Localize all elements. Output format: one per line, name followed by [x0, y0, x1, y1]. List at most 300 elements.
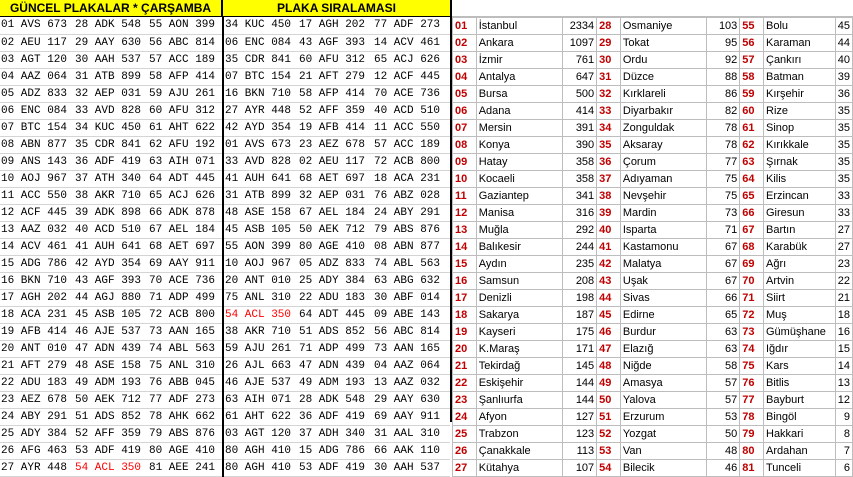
plate-code-cell: 67 AEL 184 [148, 221, 223, 238]
rank-number: 78 [740, 409, 764, 426]
plate-code-cell: 44 AGJ 880 [74, 289, 148, 306]
plate-code-cell: 72 ACB 800 [373, 153, 450, 170]
plate-code-cell: 11 ACC 550 [373, 119, 450, 136]
city-name: Kırıkkale [764, 137, 836, 154]
plate-code-cell: 01 AVS 673 [223, 136, 298, 153]
plate-code-cell: 64 ADT 445 [298, 306, 373, 323]
city-name: Antalya [476, 69, 563, 86]
city-name: Edirne [620, 307, 706, 324]
plate-code-cell: 40 ACD 510 [373, 102, 450, 119]
city-name: Gaziantep [476, 188, 563, 205]
plate-count: 66 [706, 290, 740, 307]
table-row [453, 188, 853, 205]
rank-number: 51 [597, 409, 621, 426]
plate-code-cell: 77 ADF 273 [148, 391, 223, 408]
plate-code-cell: 41 AUH 641 [223, 170, 298, 187]
plate-count: 88 [706, 69, 740, 86]
rank-number: 36 [597, 154, 621, 171]
plate-code-cell: 33 AVD 828 [223, 153, 298, 170]
plate-count: 15 [835, 341, 852, 358]
plate-count: 1097 [563, 35, 597, 52]
plate-count: 63 [706, 324, 740, 341]
plate-code-cell: 54 ACL 350 [223, 306, 298, 323]
rank-number: 55 [740, 18, 764, 35]
city-name: Kastamonu [620, 239, 706, 256]
plate-code-cell: 31 ATB 899 [74, 68, 148, 85]
city-name: Bitlis [764, 375, 836, 392]
plate-code-cell: 03 AGT 120 [223, 425, 298, 442]
plate-code-cell: 36 ADF 419 [74, 153, 148, 170]
city-name: Ardahan [764, 443, 836, 460]
rank-number: 07 [453, 120, 477, 137]
city-name: Sakarya [476, 307, 563, 324]
plate-code-cell: 31 AAL 310 [373, 425, 450, 442]
plate-count: 22 [835, 273, 852, 290]
plate-count: 171 [563, 341, 597, 358]
table-row [453, 341, 853, 358]
plate-code-cell: 32 AEP 031 [74, 85, 148, 102]
city-name: Mersin [476, 120, 563, 137]
rank-number: 24 [453, 409, 477, 426]
city-name: Manisa [476, 205, 563, 222]
city-name: Sivas [620, 290, 706, 307]
table-row [453, 120, 853, 137]
city-name: Ankara [476, 35, 563, 52]
rank-number: 31 [597, 69, 621, 86]
plate-code-cell: 10 AOJ 967 [223, 255, 298, 272]
rank-number: 32 [597, 86, 621, 103]
plate-code-cell: 59 AJU 261 [148, 85, 223, 102]
plate-code-cell: 64 ADT 445 [148, 170, 223, 187]
table-row [453, 443, 853, 460]
city-name: Çorum [620, 154, 706, 171]
city-name: Samsun [476, 273, 563, 290]
plate-code-cell: 21 AFT 279 [298, 68, 373, 85]
table-row [0, 102, 450, 119]
rank-number: 14 [453, 239, 477, 256]
plate-count: 50 [706, 426, 740, 443]
table-row [0, 153, 450, 170]
plate-code-cell: 07 BTC 154 [223, 68, 298, 85]
plate-code-cell: 02 AEU 117 [0, 34, 74, 51]
plate-count: 113 [563, 443, 597, 460]
plate-code-cell: 43 AGF 393 [74, 272, 148, 289]
plate-code-cell: 02 AEU 117 [298, 153, 373, 170]
plate-code-cell: 09 ANS 143 [0, 153, 74, 170]
plate-code-cell: 72 ACB 800 [148, 306, 223, 323]
plate-count: 63 [706, 341, 740, 358]
plate-count: 71 [706, 222, 740, 239]
city-name: Ordu [620, 52, 706, 69]
plate-code-cell: 49 ADM 193 [74, 374, 148, 391]
plate-code-cell: 55 AON 399 [223, 238, 298, 255]
plate-count: 187 [563, 307, 597, 324]
plate-code-cell: 28 ADK 548 [74, 17, 148, 34]
rank-number: 62 [740, 137, 764, 154]
plate-code-cell: 76 ABZ 028 [373, 187, 450, 204]
plate-code-cell: 61 AHT 622 [223, 408, 298, 425]
plate-code-cell: 05 ADZ 833 [0, 85, 74, 102]
plate-count: 21 [835, 290, 852, 307]
rank-number: 23 [453, 392, 477, 409]
city-name: Giresun [764, 205, 836, 222]
rank-number: 19 [453, 324, 477, 341]
plate-code-cell: 08 ABN 877 [0, 136, 74, 153]
city-name: Adana [476, 103, 563, 120]
plate-code-cell: 12 ACF 445 [0, 204, 74, 221]
rank-number: 15 [453, 256, 477, 273]
plate-count: 39 [835, 69, 852, 86]
city-name: Balıkesir [476, 239, 563, 256]
plate-code-cell: 03 AGT 120 [0, 51, 74, 68]
table-row [0, 374, 450, 391]
city-name: Kırklareli [620, 86, 706, 103]
plate-code-cell: 69 AAY 911 [373, 408, 450, 425]
table-row [453, 103, 853, 120]
plate-count: 35 [835, 137, 852, 154]
plate-count: 7 [835, 443, 852, 460]
plate-code-cell: 78 AHK 662 [148, 408, 223, 425]
city-name: Malatya [620, 256, 706, 273]
plate-code-cell: 50 AEK 712 [74, 391, 148, 408]
plate-code-cell: 37 ADH 340 [298, 425, 373, 442]
plate-code-cell: 51 ADS 852 [74, 408, 148, 425]
plate-code-cell: 45 ASB 105 [74, 306, 148, 323]
city-name: Bolu [764, 18, 836, 35]
plate-count: 6 [835, 460, 852, 477]
plate-code-cell: 20 ANT 010 [223, 272, 298, 289]
plate-code-cell: 36 ADF 419 [298, 408, 373, 425]
city-name: Karaman [764, 35, 836, 52]
rank-number: 81 [740, 460, 764, 477]
plate-code-cell: 74 ABL 563 [148, 340, 223, 357]
rank-number: 12 [453, 205, 477, 222]
city-name: Kütahya [476, 460, 563, 477]
plate-count: 65 [706, 307, 740, 324]
city-name: Kocaeli [476, 171, 563, 188]
plate-count: 358 [563, 154, 597, 171]
table-row [0, 204, 450, 221]
city-name: Karabük [764, 239, 836, 256]
plate-count: 144 [563, 375, 597, 392]
city-name: Bilecik [620, 460, 706, 477]
rank-number: 75 [740, 358, 764, 375]
rank-number: 22 [453, 375, 477, 392]
plate-count: 292 [563, 222, 597, 239]
city-name: Tokat [620, 35, 706, 52]
table-row [453, 205, 853, 222]
table-row [453, 137, 853, 154]
city-ranking-table [452, 17, 853, 477]
plate-count: 35 [835, 154, 852, 171]
city-name: Kayseri [476, 324, 563, 341]
city-name: Yalova [620, 392, 706, 409]
city-name: Niğde [620, 358, 706, 375]
city-name: Zonguldak [620, 120, 706, 137]
plate-code-cell: 68 AET 697 [298, 170, 373, 187]
plate-code-cell: 56 ABC 814 [148, 34, 223, 51]
plate-count: 127 [563, 409, 597, 426]
city-name: Sinop [764, 120, 836, 137]
plate-code-cell: 63 AIH 071 [223, 391, 298, 408]
rank-number: 03 [453, 52, 477, 69]
plate-count: 48 [706, 443, 740, 460]
plate-code-cell: 60 AFU 312 [298, 51, 373, 68]
table-row [453, 460, 853, 477]
plate-code-cell: 08 ABN 877 [373, 238, 450, 255]
plate-code-cell: 06 ENC 084 [0, 102, 74, 119]
plate-count: 35 [835, 103, 852, 120]
plate-code-cell: 41 AUH 641 [74, 238, 148, 255]
city-name: Muş [764, 307, 836, 324]
rank-number: 56 [740, 35, 764, 52]
plate-code-cell: 47 ADN 439 [298, 357, 373, 374]
plate-code-cell: 65 ACJ 626 [373, 51, 450, 68]
plate-code-cell: 79 ABS 876 [373, 221, 450, 238]
plate-code-cell: 66 AAK 110 [373, 442, 450, 459]
plate-code-cell: 31 ATB 899 [223, 187, 298, 204]
plate-count: 73 [706, 205, 740, 222]
city-name: Siirt [764, 290, 836, 307]
plate-codes-table [0, 17, 450, 477]
plate-code-cell: 17 AGH 202 [0, 289, 74, 306]
city-name: Çankırı [764, 52, 836, 69]
plate-code-cell: 81 AEE 241 [148, 459, 223, 476]
plate-code-cell: 29 AAY 630 [74, 34, 148, 51]
plate-code-cell: 28 ADK 548 [298, 391, 373, 408]
city-name: Afyon [476, 409, 563, 426]
plate-code-cell: 68 AET 697 [148, 238, 223, 255]
rank-number: 60 [740, 103, 764, 120]
plate-code-cell: 71 ADP 499 [148, 289, 223, 306]
plate-count: 35 [835, 171, 852, 188]
city-name: Muğla [476, 222, 563, 239]
plate-count: 67 [706, 239, 740, 256]
rank-number: 73 [740, 324, 764, 341]
city-name: K.Maraş [476, 341, 563, 358]
plate-code-cell: 46 AJE 537 [223, 374, 298, 391]
city-name: Denizli [476, 290, 563, 307]
table-row [0, 408, 450, 425]
city-name: Rize [764, 103, 836, 120]
table-row [0, 170, 450, 187]
rank-number: 16 [453, 273, 477, 290]
plate-code-cell: 33 AVD 828 [74, 102, 148, 119]
rank-number: 72 [740, 307, 764, 324]
rank-number: 52 [597, 426, 621, 443]
plate-count: 53 [706, 409, 740, 426]
plate-count: 8 [835, 426, 852, 443]
plate-count: 57 [706, 375, 740, 392]
city-name: Şırnak [764, 154, 836, 171]
rank-number: 02 [453, 35, 477, 52]
rank-number: 70 [740, 273, 764, 290]
plate-count: 78 [706, 120, 740, 137]
plate-code-cell: 67 AEL 184 [298, 204, 373, 221]
rank-number: 29 [597, 35, 621, 52]
current-plates-header: GÜNCEL PLAKALAR * ÇARŞAMBA [0, 0, 223, 17]
rank-number: 17 [453, 290, 477, 307]
plate-count: 77 [706, 154, 740, 171]
city-name: Aksaray [620, 137, 706, 154]
plate-code-cell: 14 ACV 461 [0, 238, 74, 255]
rank-number: 37 [597, 171, 621, 188]
table-row [453, 392, 853, 409]
rank-number: 61 [740, 120, 764, 137]
plate-code-cell: 52 AFF 359 [74, 425, 148, 442]
plate-code-cell: 61 AHT 622 [148, 119, 223, 136]
plate-count: 414 [563, 103, 597, 120]
rank-number: 68 [740, 239, 764, 256]
plate-count: 123 [563, 426, 597, 443]
table-row [453, 18, 853, 35]
plate-code-cell: 06 ENC 084 [223, 34, 298, 51]
rank-number: 27 [453, 460, 477, 477]
plate-code-cell: 16 BKN 710 [223, 85, 298, 102]
plate-code-cell: 80 AGH 410 [223, 442, 298, 459]
rank-number: 79 [740, 426, 764, 443]
rank-number: 54 [597, 460, 621, 477]
city-name: Bartın [764, 222, 836, 239]
city-name: Tunceli [764, 460, 836, 477]
plate-code-cell: 13 AAZ 032 [373, 374, 450, 391]
rank-number: 46 [597, 324, 621, 341]
city-name: Osmaniye [620, 18, 706, 35]
city-name: Düzce [620, 69, 706, 86]
plate-code-cell: 35 CDR 841 [223, 51, 298, 68]
plate-count: 391 [563, 120, 597, 137]
city-name: Van [620, 443, 706, 460]
plate-code-cell: 14 ACV 461 [373, 34, 450, 51]
rank-number: 21 [453, 358, 477, 375]
table-row [0, 34, 450, 51]
plate-count: 27 [835, 222, 852, 239]
plate-count: 46 [706, 460, 740, 477]
plate-code-cell: 29 AAY 630 [373, 391, 450, 408]
rank-number: 53 [597, 443, 621, 460]
plate-count: 390 [563, 137, 597, 154]
plate-count: 67 [706, 256, 740, 273]
table-row [453, 239, 853, 256]
plate-code-cell: 24 ABY 291 [0, 408, 74, 425]
plate-count: 33 [835, 188, 852, 205]
rank-number: 76 [740, 375, 764, 392]
rank-number: 18 [453, 307, 477, 324]
plate-code-cell: 47 ADN 439 [74, 340, 148, 357]
plate-count: 341 [563, 188, 597, 205]
plate-count: 23 [835, 256, 852, 273]
table-row [0, 289, 450, 306]
city-name: Iğdır [764, 341, 836, 358]
plate-count: 175 [563, 324, 597, 341]
city-name: Diyarbakır [620, 103, 706, 120]
plate-code-cell: 57 ACC 189 [373, 136, 450, 153]
city-name: Aydın [476, 256, 563, 273]
table-row [0, 459, 450, 476]
city-name: Uşak [620, 273, 706, 290]
plate-code-cell: 30 AAH 537 [373, 459, 450, 476]
plate-code-cell: 57 ACC 189 [148, 51, 223, 68]
rank-number: 39 [597, 205, 621, 222]
rank-number: 10 [453, 171, 477, 188]
city-name: Çanakkale [476, 443, 563, 460]
plate-code-cell: 13 AAZ 032 [0, 221, 74, 238]
plate-code-cell: 80 AGH 410 [223, 459, 298, 476]
plate-count: 40 [835, 52, 852, 69]
rank-number: 41 [597, 239, 621, 256]
plate-code-cell: 58 AFP 414 [298, 85, 373, 102]
plate-code-cell: 45 ASB 105 [223, 221, 298, 238]
plate-count: 14 [835, 358, 852, 375]
plate-code-cell: 56 ABC 814 [373, 323, 450, 340]
table-row [0, 255, 450, 272]
plate-code-cell: 59 AJU 261 [223, 340, 298, 357]
plate-code-cell: 48 ASE 158 [74, 357, 148, 374]
city-name: Isparta [620, 222, 706, 239]
city-name: İzmir [476, 52, 563, 69]
plate-code-cell: 12 ACF 445 [373, 68, 450, 85]
rank-number: 80 [740, 443, 764, 460]
plate-code-cell: 17 AGH 202 [298, 17, 373, 34]
rank-number: 33 [597, 103, 621, 120]
plate-code-cell: 11 ACC 550 [0, 187, 74, 204]
rank-number: 08 [453, 137, 477, 154]
plate-code-cell: 30 ABF 014 [373, 289, 450, 306]
city-ranking-panel [452, 0, 853, 474]
rank-number: 01 [453, 18, 477, 35]
plate-code-cell: 26 AJL 663 [223, 357, 298, 374]
plate-count: 18 [835, 307, 852, 324]
table-row [0, 17, 450, 34]
plate-count: 92 [706, 52, 740, 69]
plate-code-cell: 04 AAZ 064 [0, 68, 74, 85]
plate-count: 75 [706, 188, 740, 205]
plate-count: 44 [835, 35, 852, 52]
city-name: Mardin [620, 205, 706, 222]
plate-code-cell: 19 AFB 414 [298, 119, 373, 136]
plate-count: 145 [563, 358, 597, 375]
rank-number: 57 [740, 52, 764, 69]
plate-code-cell: 20 ANT 010 [0, 340, 74, 357]
city-name: Bursa [476, 86, 563, 103]
table-row [0, 323, 450, 340]
rank-number: 25 [453, 426, 477, 443]
plate-code-cell: 01 AVS 673 [0, 17, 74, 34]
city-name: Yozgat [620, 426, 706, 443]
plate-count: 27 [835, 239, 852, 256]
rank-number: 66 [740, 205, 764, 222]
plate-code-cell: 25 ADY 384 [298, 272, 373, 289]
plate-ranking-header: PLAKA SIRALAMASI [223, 0, 450, 17]
city-name: Artvin [764, 273, 836, 290]
plate-code-cell: 49 ADM 193 [298, 374, 373, 391]
city-name: Bingöl [764, 409, 836, 426]
rank-number: 45 [597, 307, 621, 324]
table-row [0, 51, 450, 68]
table-row [453, 358, 853, 375]
rank-number: 30 [597, 52, 621, 69]
city-name: Kırşehir [764, 86, 836, 103]
plate-code-cell: 42 AYD 354 [223, 119, 298, 136]
plate-code-cell: 79 ABS 876 [148, 425, 223, 442]
plate-code-cell: 74 ABL 563 [373, 255, 450, 272]
table-row [0, 340, 450, 357]
city-name: Gümüşhane [764, 324, 836, 341]
rank-number: 74 [740, 341, 764, 358]
plate-count: 33 [835, 205, 852, 222]
table-row [0, 221, 450, 238]
plate-code-cell: 69 AAY 911 [148, 255, 223, 272]
